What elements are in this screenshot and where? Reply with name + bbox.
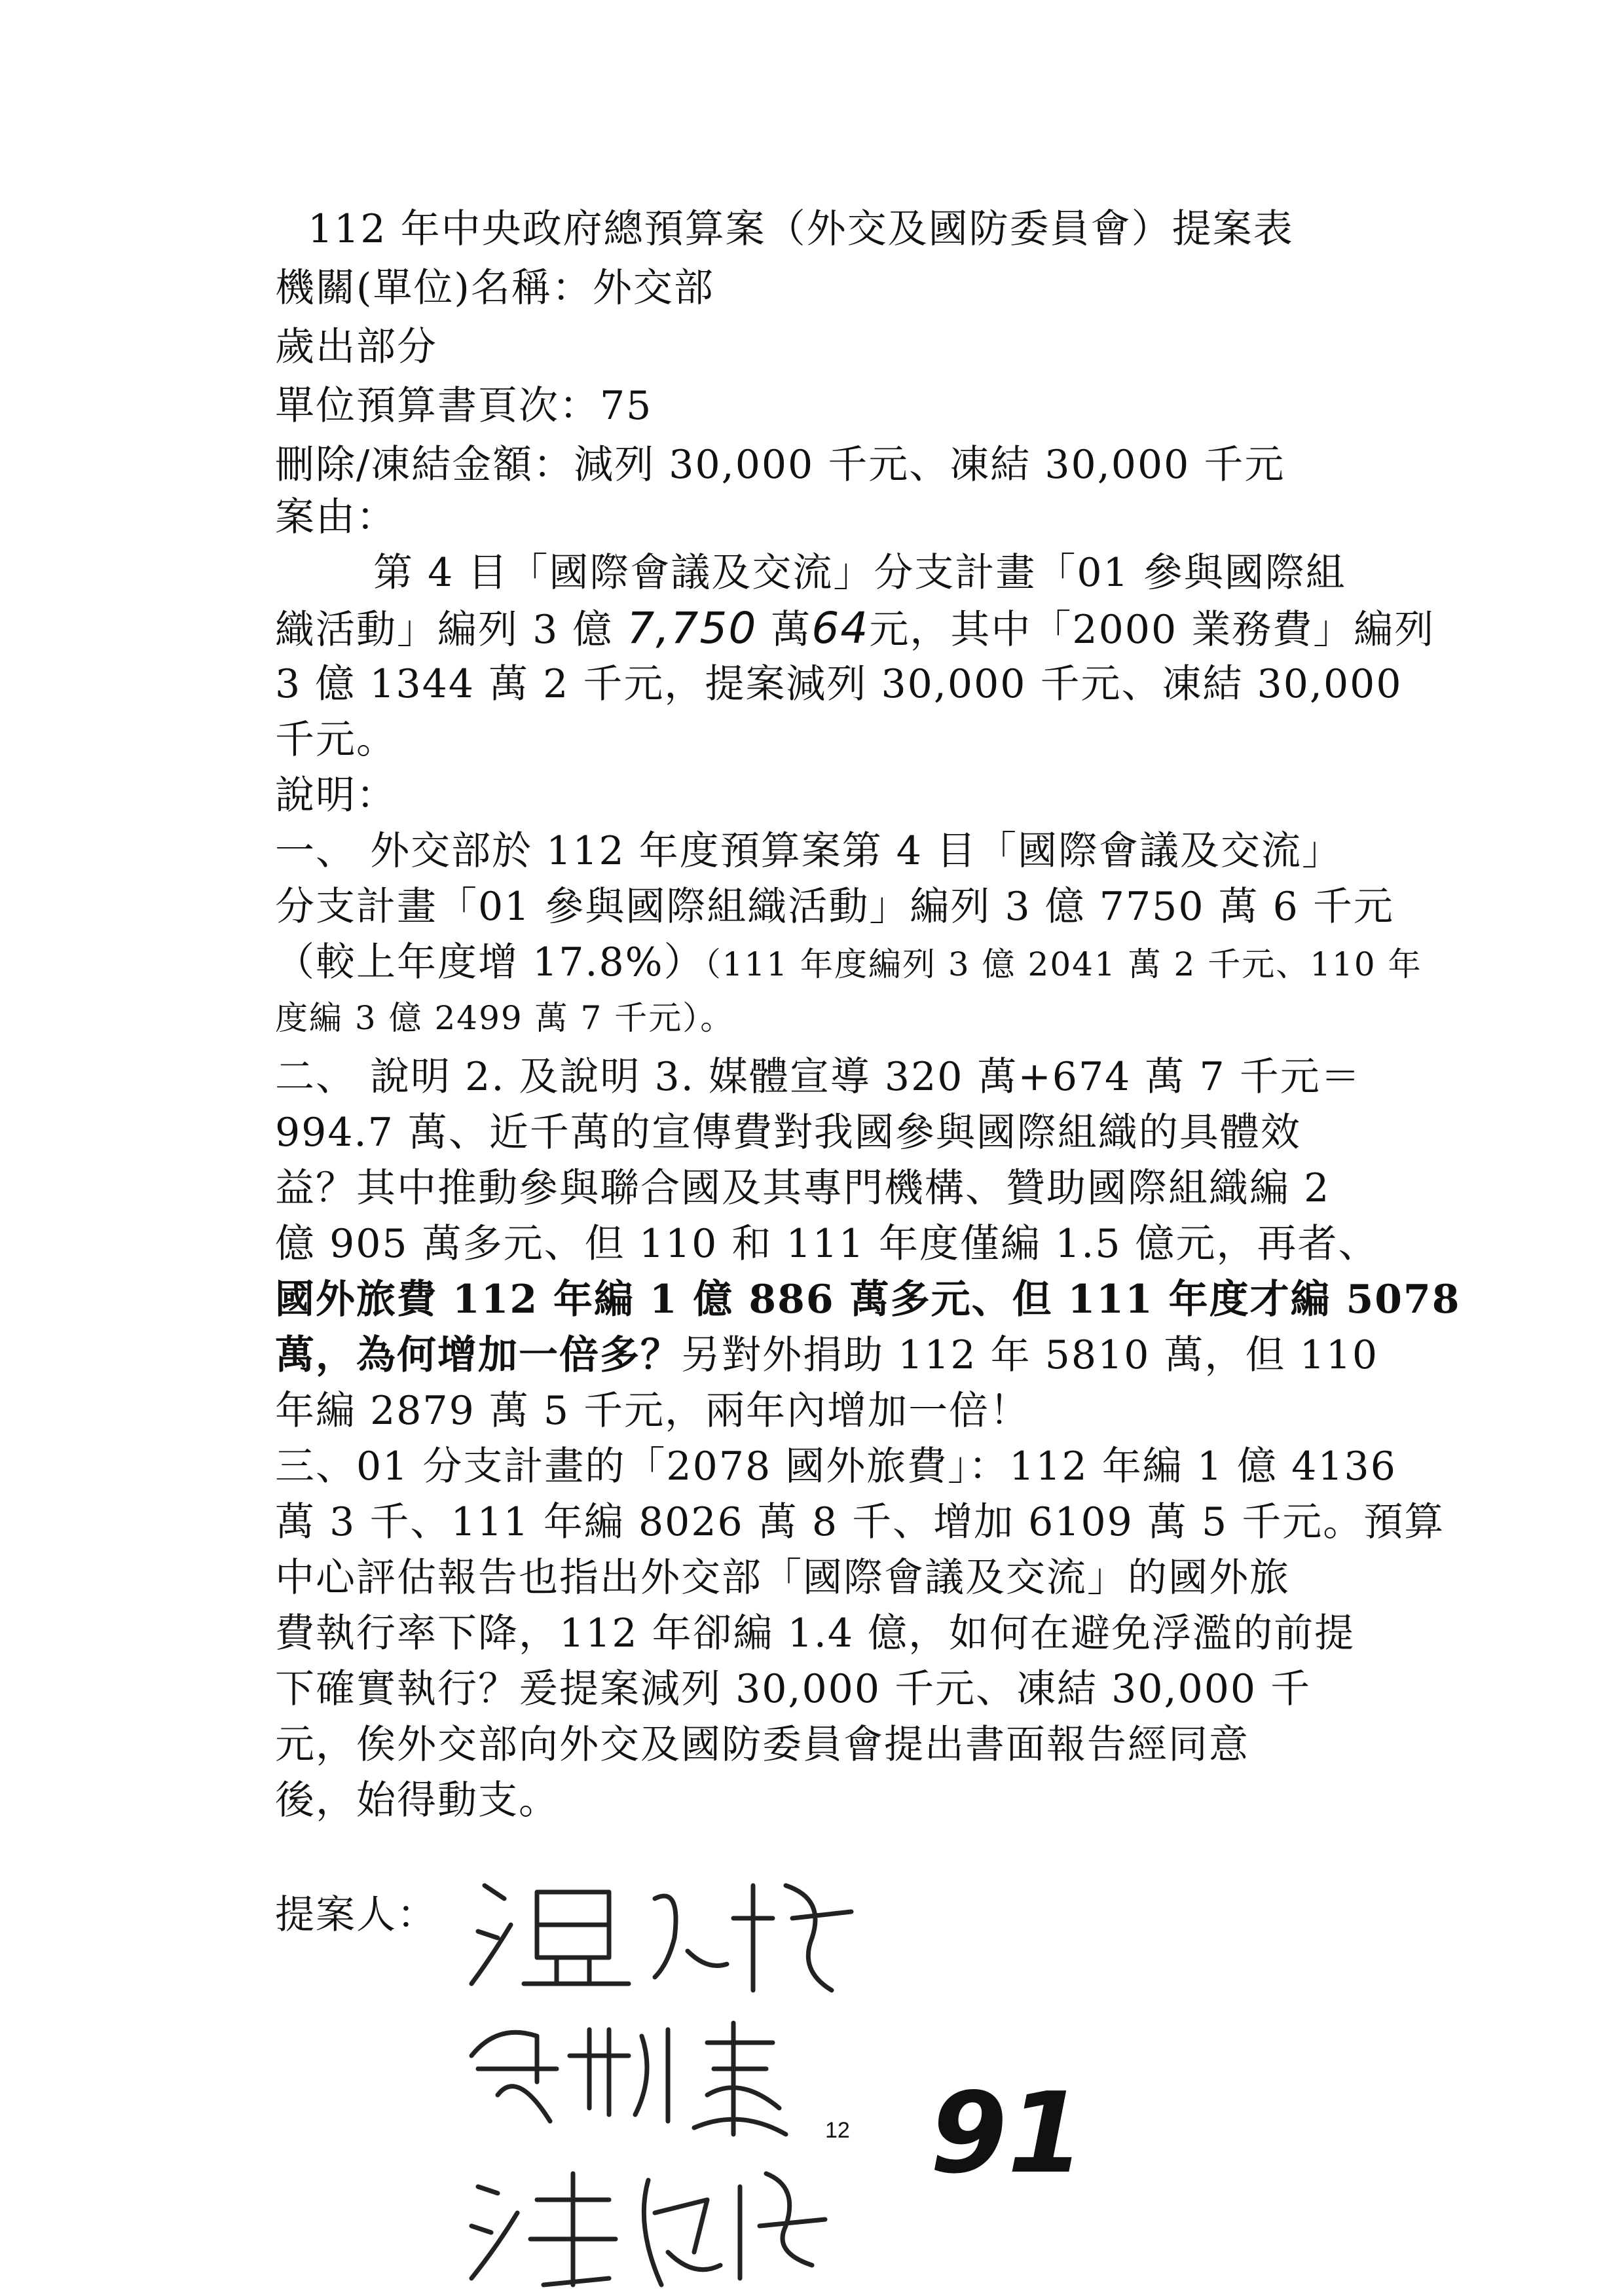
amount-line: 刪除/凍結金額：減列 30,000 千元、凍結 30,000 千元 [275, 442, 1285, 488]
budget-page-line: 單位預算書頁次：75 [275, 383, 653, 429]
item3-line-5: 下確實執行？爰提案減列 30,000 千元、凍結 30,000 千 [275, 1666, 1312, 1712]
item1-line-2: 分支計畫「01 參與國際組織活動」編列 3 億 7750 萬 6 千元 [275, 884, 1394, 930]
item2-bold-question: 萬，為何增加一倍多？ [275, 1332, 681, 1378]
handwritten-digit: 6 [811, 603, 841, 653]
item2-line-6: 萬，為何增加一倍多？另對外捐助 112 年 5810 萬，但 110 [275, 1332, 1379, 1378]
item2-line-4: 億 905 萬多元、但 110 和 111 年度僅編 1.5 億元，再者、 [275, 1221, 1379, 1267]
agency-line: 機關(單位)名稱：外交部 [275, 265, 714, 311]
explanation-label: 說明： [275, 773, 397, 818]
handwritten-signatures [458, 1859, 917, 2291]
item2-line-7: 年編 2879 萬 5 千元，兩年內增加一倍！ [275, 1388, 1031, 1434]
handwritten-amount: 7,750 [627, 603, 758, 653]
item1-line-1: 一、 外交部於 112 年度預算案第 4 目「國際會議及交流」 [275, 828, 1343, 874]
item3-line-6: 元，俟外交部向外交及國防委員會提出書面報告經同意 [275, 1722, 1249, 1768]
reason-line-1: 第 4 目「國際會議及交流」分支計畫「01 參與國際組 [373, 550, 1346, 596]
page-number: 12 [825, 2118, 850, 2143]
reason-line-4: 千元。 [275, 717, 397, 763]
item3-line-7: 後，始得動支。 [275, 1777, 559, 1823]
item3-line-4: 費執行率下降，112 年卻編 1.4 億，如何在避免浮濫的前提 [275, 1611, 1356, 1656]
item2-line-1: 二、 說明 2. 及說明 3. 媒體宣導 320 萬+674 萬 7 千元＝ [275, 1054, 1361, 1100]
proposer-label: 提案人： [275, 1892, 437, 1938]
item3-line-2: 萬 3 千、111 年編 8026 萬 8 千、增加 6109 萬 5 千元。預算 [275, 1499, 1445, 1545]
item1-line-3: （較上年度增 17.8%）（111 年度編列 3 億 2041 萬 2 千元、110 年 [275, 939, 1422, 985]
reason-label: 案由： [275, 494, 397, 540]
item2-line-3: 益？其中推動參與聯合國及其專門機構、贊助國際組織編 2 [275, 1165, 1331, 1211]
item1-line-4: 度編 3 億 2499 萬 7 千元）。 [275, 999, 735, 1037]
document-title: 112 年中央政府總預算案（外交及國防委員會）提案表 [308, 206, 1294, 252]
item2-line-5-bold: 國外旅費 112 年編 1 億 886 萬多元、但 111 年度才編 5078 [275, 1277, 1461, 1322]
item2-line-2: 994.7 萬、近千萬的宣傳費對我國參與國際組織的具體效 [275, 1110, 1301, 1156]
handwritten-digit-2: 4 [840, 603, 870, 653]
section-line: 歲出部分 [275, 324, 437, 370]
item3-line-3: 中心評估報告也指出外交部「國際會議及交流」的國外旅 [275, 1555, 1290, 1601]
reason-line-3: 3 億 1344 萬 2 千元，提案減列 30,000 千元、凍結 30,000 [275, 661, 1403, 707]
reason-line-2: 織活動」編列 3 億 7,750 萬64元，其中「2000 業務費」編列 [275, 603, 1435, 653]
item3-line-1: 三、01 分支計畫的「2078 國外旅費」：112 年編 1 億 4136 [275, 1444, 1397, 1489]
handwritten-page-number: 91 [930, 2069, 1085, 2198]
